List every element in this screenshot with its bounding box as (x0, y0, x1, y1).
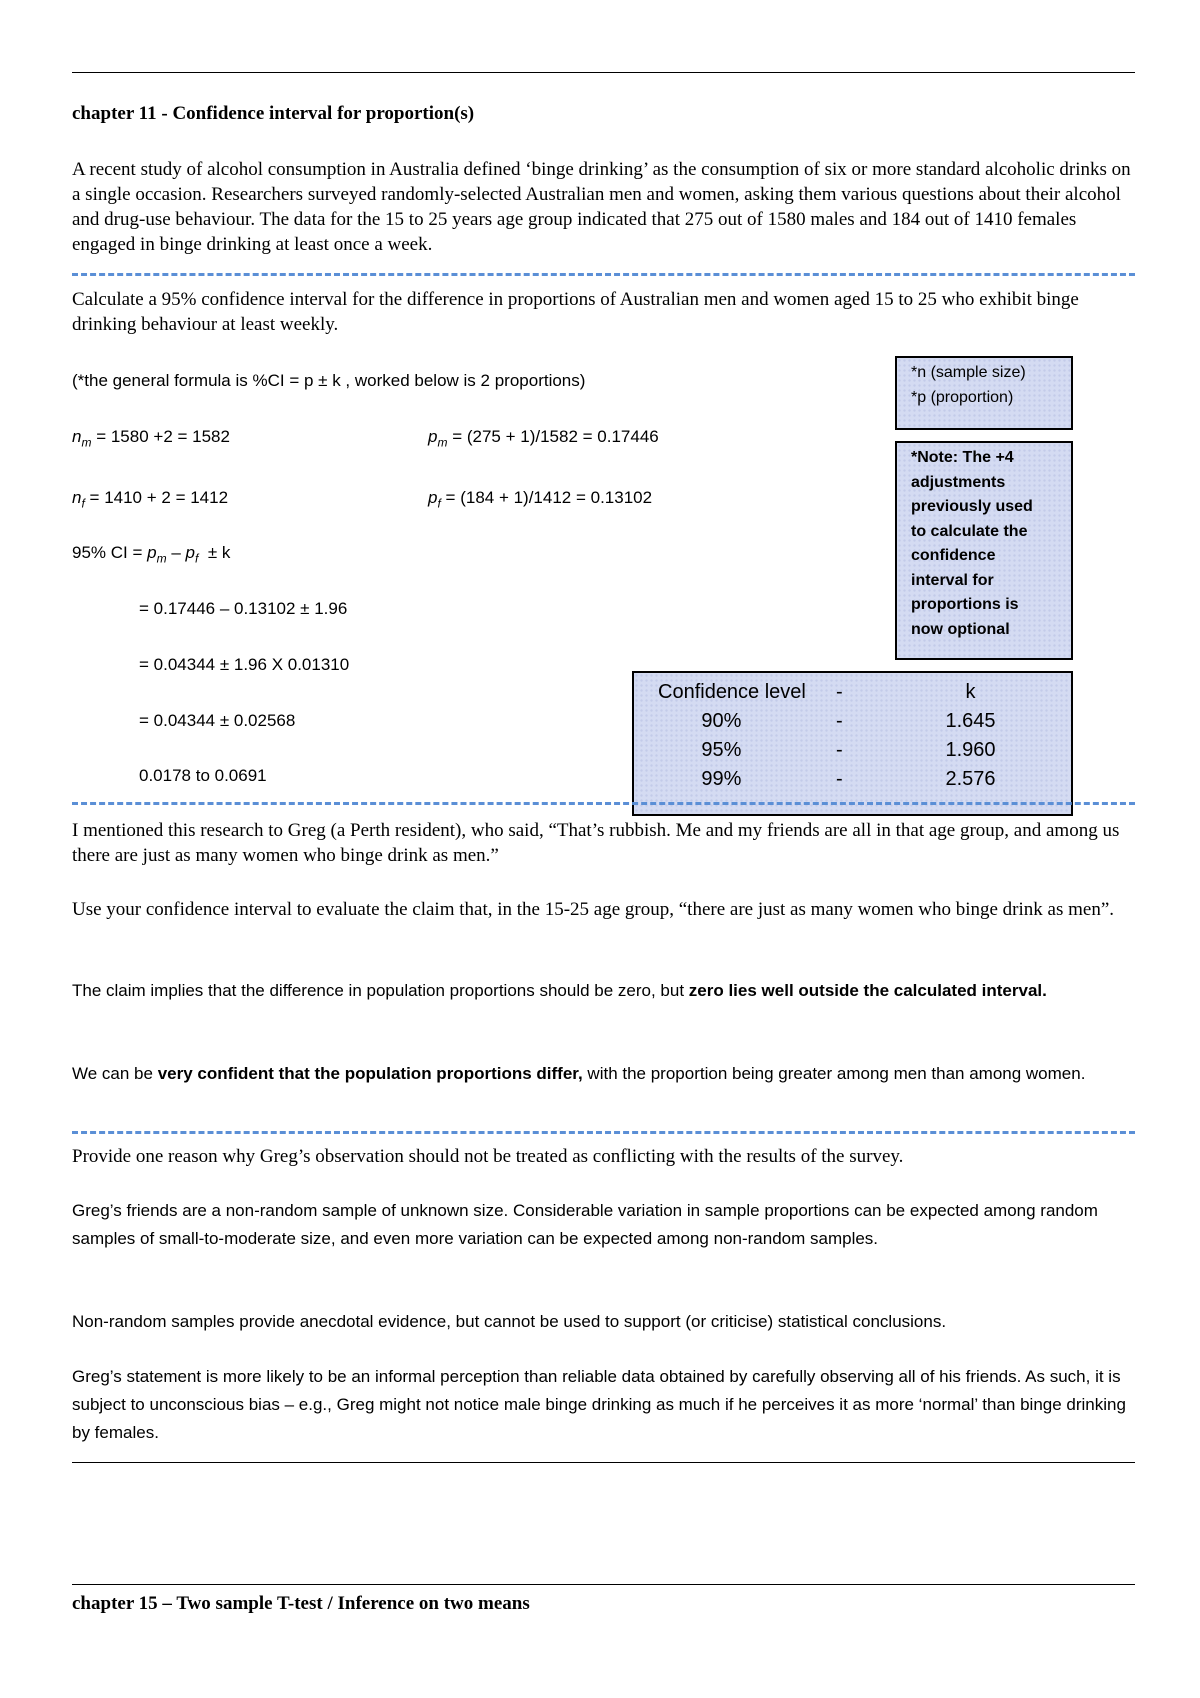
table-cell: 95% (701, 739, 742, 761)
section-divider (72, 802, 1135, 805)
table-cell: - (836, 739, 843, 761)
chapter-11-heading: chapter 11 - Confidence interval for proportion(s) (72, 103, 475, 124)
note-line: confidence (911, 547, 996, 564)
confidence-k-table (634, 678, 1071, 794)
adjustment-note-box (895, 441, 1073, 660)
p-females-expression: = (184 + 1)/1412 = 0.13102 (445, 488, 653, 507)
table-header-cell: Confidence level (658, 681, 806, 703)
n-females-expression: = 1410 + 2 = 1412 (89, 488, 229, 507)
subscript: f (437, 496, 441, 511)
note-line: proportions is (911, 596, 1019, 613)
answer-text: The claim implies that the difference in population proportions should be zero, but (72, 981, 689, 1000)
table-row (634, 707, 1071, 736)
subscript: f (195, 551, 199, 566)
subscript: f (81, 496, 85, 511)
section-divider (72, 1131, 1135, 1134)
n-females-line (72, 484, 228, 517)
p-males-expression: = (275 + 1)/1582 = 0.17446 (452, 427, 659, 446)
note-line: interval for (911, 571, 994, 589)
subscript: m (81, 435, 92, 450)
p-males-line (428, 423, 659, 456)
answer-2a (72, 977, 1135, 1005)
answer-emphasis: very confident that the population proportions differ, (157, 1064, 583, 1083)
section-end-rule (72, 1462, 1135, 1463)
n-symbol: n (72, 427, 82, 446)
p-symbol: p (147, 543, 157, 562)
question-1: Calculate a 95% confidence interval for the difference in proportions of Australian men and women aged 15 to 25 who exhibit binge drinking behaviour at least weekly. (72, 289, 1079, 335)
working-step-3: = 0.04344 ± 0.02568 (139, 711, 296, 730)
answer-text: We can be (72, 1064, 158, 1083)
table-row (634, 736, 1071, 765)
table-cell: 99% (701, 768, 742, 790)
table-header-cell: - (836, 681, 843, 703)
note-line: *p (proportion) (911, 388, 1014, 406)
question-2: Use your confidence interval to evaluate the claim that, in the 15-25 age group, “there are just as many women who binge drink as men”. (72, 899, 1115, 920)
note-line: adjustments (911, 473, 1006, 491)
table-cell: - (836, 768, 843, 790)
question-3: Provide one reason why Greg’s observation should not be treated as conflicting with the results of the survey. (72, 1146, 904, 1167)
p-symbol: p (428, 488, 438, 507)
ci-suffix: ± k (207, 543, 231, 562)
working-step-1: = 0.17446 – 0.13102 ± 1.96 (139, 599, 348, 618)
answer-3c: Greg’s statement is more likely to be an informal perception than reliable data obtained by carefully observing all of his friends. As such, it is subject to unconscious bias – e.g., Greg might not notice male binge drinking as much if he perceives it as more ‘normal’ than binge drinking by females. (72, 1367, 1126, 1442)
ci-prefix: 95% CI = (72, 543, 143, 562)
answer-3b: Non-random samples provide anecdotal evidence, but cannot be used to support (or criticise) statistical conclusions. (72, 1312, 947, 1331)
chapter-15-rule (72, 1584, 1135, 1585)
confidence-k-table-box (632, 671, 1073, 816)
subscript: m (437, 435, 448, 450)
note-line: previously used (911, 498, 1033, 515)
minus-sign: – (171, 543, 181, 562)
note-line: *n (sample size) (911, 364, 1026, 381)
table-cell: - (836, 710, 843, 732)
formula-note: (*the general formula is %CI = p ± k , worked below is 2 proportions) (72, 371, 586, 390)
answer-emphasis: zero lies well outside the calculated interval. (688, 981, 1047, 1000)
table-row (634, 765, 1071, 794)
notation-note-box (895, 356, 1073, 430)
table-cell: 90% (701, 710, 742, 732)
note-line: to calculate the (911, 522, 1028, 540)
p-symbol: p (185, 543, 196, 562)
note-line: *Note: The +4 (911, 449, 1014, 466)
section-divider (72, 273, 1135, 276)
intro-paragraph: A recent study of alcohol consumption in Australia defined ‘binge drinking’ as the consumption of six or more standard alcoholic drinks on a single occasion. Researchers surveyed randomly-selected Australian men and women, asking them various questions about their alcohol and drug-use behaviour. The data for the 15 to 25 years age group indicated that 275 out of 1580 males and 184 out of 1410 females engaged in binge drinking at least once a week. (72, 159, 1131, 255)
table-cell: 1.645 (945, 710, 996, 732)
chapter-15-heading: chapter 15 – Two sample T-test / Inference on two means (72, 1593, 530, 1614)
n-males-line (72, 423, 230, 456)
table-header-cell: k (965, 681, 976, 703)
subscript: m (156, 551, 167, 566)
ci-formula-line (72, 539, 230, 572)
note-line: now optional (911, 620, 1010, 638)
table-cell: 1.960 (945, 739, 996, 761)
n-males-expression: = 1580 +2 = 1582 (96, 427, 230, 446)
p-females-line (428, 484, 652, 517)
answer-text: with the proportion being greater among men than among women. (582, 1064, 1086, 1083)
answer-2b (72, 1060, 1135, 1088)
table-header-row (634, 678, 1071, 707)
working-step-2: = 0.04344 ± 1.96 X 0.01310 (139, 655, 350, 674)
answer-3a: Greg’s friends are a non-random sample of unknown size. Considerable variation in sample proportions can be expected among random samples of small-to-moderate size, and even more variation can be expected among non-random samples. (72, 1201, 1098, 1248)
greg-statement: I mentioned this research to Greg (a Perth resident), who said, “That’s rubbish. Me and my friends are all in that age group, and among us there are just as many women who binge drink as men.” (72, 820, 1120, 866)
p-symbol: p (428, 427, 438, 446)
top-rule (72, 72, 1135, 73)
n-symbol: n (72, 488, 82, 507)
table-cell: 2.576 (945, 768, 996, 790)
interval-result: 0.0178 to 0.0691 (139, 766, 267, 785)
